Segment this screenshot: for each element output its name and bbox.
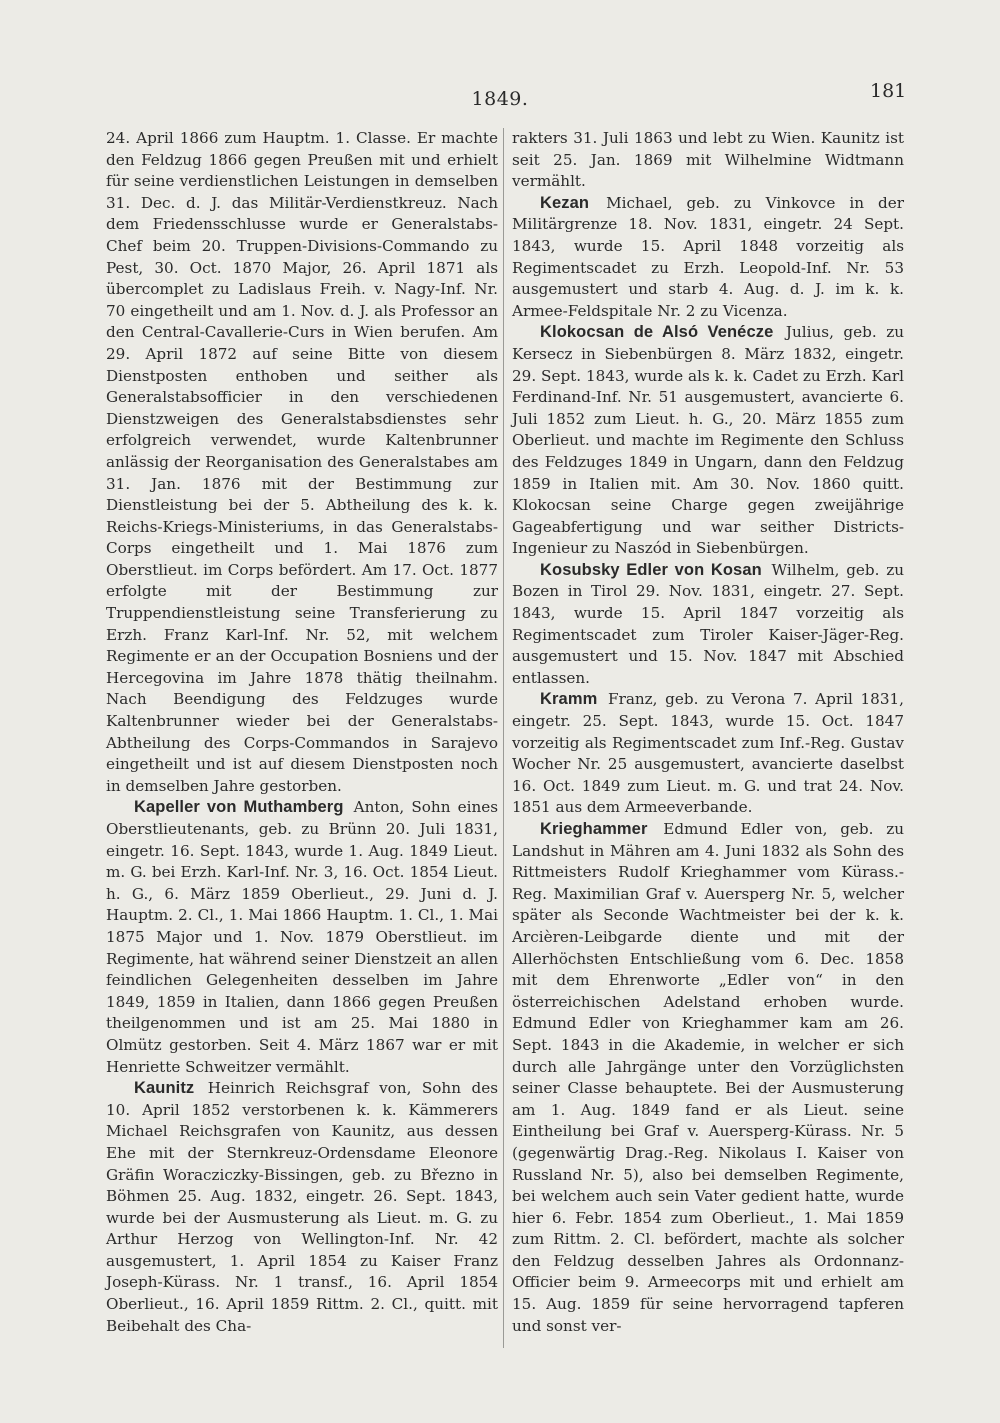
entry-name: Kramm [540,690,598,709]
entry-text: Franz, geb. zu Verona 7. April 1831, eingetr. 25. Sept. 1843, wurde 15. Oct. 1847 vorzeitig als Regimentscadet zum Inf.-Reg. Gustav Wocher Nr. 25 ausgemustert, avancierte daselbst 16. Oct. 1849 zum Lieut. m. G. und trat 24. Nov. 1851 aus dem Armeeverbande. [512,690,904,817]
entry-kapeller [106,797,498,1078]
entry-kezan [512,193,904,323]
entry-text: Anton, Sohn eines Oberstlieutenants, geb. zu Brünn 20. Juli 1831, eingetr. 16. Sept. 1843, wurde 1. Aug. 1849 Lieut. m. G. bei Erzh. Karl-Inf. Nr. 3, 16. Oct. 1854 Lieut. h. G., 6. März 1859 Oberlieut., 29. Juni d. J. Hauptm. 2. Cl., 1. Mai 1866 Hauptm. 1. Cl., 1. Mai 1875 Major und 1. Nov. 1879 Oberstlieut. im Regimente, hat während seiner Dienstzeit an allen feindlichen Gelegenheiten desselben im Jahre 1849, 1859 in Italien, dann 1866 gegen Preußen theilgenommen und ist am 25. Mai 1880 in Olmütz gestorben. Seit 4. März 1867 war er mit Henriette Schweitzer vermählt. [106,798,499,1076]
entry-text: Michael, geb. zu Vinkovce in der Militärgrenze 18. Nov. 1831, eingetr. 24 Sept. 1843, wurde 15. April 1848 vorzeitig als Regimentscadet zu Erzh. Leopold-Inf. Nr. 53 ausgemustert und starb 4. Aug. d. J. im k. k. Armee-Feldspitale Nr. 2 zu Vicenza. [512,193,904,320]
left-column [106,128,498,1337]
right-column [512,128,904,1337]
page-number: 181 [870,80,907,102]
page-header [0,80,1000,120]
entry-text: Julius, geb. zu Kersecz in Siebenbürgen 8. März 1832, eingetr. 29. Sept. 1843, wurde als k. k. Cadet zu Erzh. Karl Ferdinand-Inf. Nr. 51 ausgemustert, avancierte 6. Juli 1852 zum Lieut. h. G., 20. März 1855 zum Oberlieut. und machte im Regimente den Schluss des Feldzuges 1849 in Ungarn, dann den Feldzug 1859 in Italien mit. Am 30. Nov. 1860 quitt. Klokocsan seine Charge gegen zweijährige Gageabfertigung und war seither Districts-Ingenieur zu Naszód in Siebenbürgen. [512,323,905,558]
entry-name: Kosubsky Edler von Kosan [540,560,762,579]
entry-kosubsky [512,560,904,690]
continuation-paragraph: rakters 31. Juli 1863 und lebt zu Wien. Kaunitz ist seit 25. Jan. 1869 mit Wilhelmine Widtmann vermählt. [512,129,904,191]
continuation-paragraph: 24. April 1866 zum Hauptm. 1. Classe. Er machte den Feldzug 1866 gegen Preußen mit und erhielt für seine verdienstlichen Leistungen in demselben 31. Dec. d. J. das Militär-Verdienstkreuz. Nach dem Friedensschlusse wurde er Generalstabs-Chef beim 20. Truppen-Divisions-Commando zu Pest, 30. Oct. 1870 Major, 26. April 1871 als übercomplet zu Ladislaus Freih. v. Nagy-Inf. Nr. 70 eingetheilt und am 1. Nov. d. J. als Professor an den Central-Cavallerie-Curs in Wien berufen. Am 29. April 1872 auf seine Bitte von diesem Dienstposten enthoben und seither als Generalstabsofficier in den verschiedenen Dienstzweigen des Generalstabsdienstes sehr erfolgreich verwendet, wurde Kaltenbrunner anlässig der Reorganisation des Generalstabes am 31. Jan. 1876 mit der Bestimmung zur Dienstleistung bei der 5. Abtheilung des k. k. Reichs-Kriegs-Ministeriums, in das Generalstabs-Corps eingetheilt und 1. Mai 1876 zum Oberstlieut. im Corps befördert. Am 17. Oct. 1877 erfolgte mit der Bestimmung zur Truppendienstleistung seine Transferierung zu Erzh. Franz Karl-Inf. Nr. 52, mit welchem Regimente er an der Occupation Bosniens und der Hercegovina im Jahre 1878 thätig theilnahm. Nach Beendigung des Feldzuges wurde Kaltenbrunner wieder bei der Generalstabs-Abtheilung des Corps-Commandos in Sarajevo eingetheilt und ist auf diesem Dienstposten noch in demselben Jahre gestorben. [106,129,498,795]
entry-text: Edmund Edler von, geb. zu Landshut in Mähren am 4. Juni 1832 als Sohn des Rittmeisters Rudolf Krieghammer vom Kürass.-Reg. Maximilian Graf v. Auersperg Nr. 5, welcher später als Seconde Wachtmeister bei der k. k. Arcièren-Leibgarde diente und mit der Allerhöchsten Entschließung vom 6. Dec. 1858 mit dem Ehrenworte „Edler von“ in den österreichischen Adelstand erhoben wurde. Edmund Edler von Krieghammer kam am 26. Sept. 1843 in die Akademie, in welcher er sich durch alle Jahrgänge unter den Vorzüglichsten seiner Classe behauptete. Bei der Ausmusterung am 1. Aug. 1849 fand er als Lieut. seine Eintheilung bei Graf v. Auersperg-Kürass. Nr. 5 (gegenwärtig Drag.-Reg. Nikolaus I. Kaiser von Russland Nr. 5), also bei demselben Regimente, bei welchem auch sein Vater gedient hatte, wurde hier 6. Febr. 1854 zum Oberlieut., 1. Mai 1859 zum Rittm. 2. Cl. befördert, machte als solcher den Feldzug desselben Jahres als Ordonnanz-Officier beim 9. Armeecorps mit und erhielt am 15. Aug. 1859 für seine hervorragend tapferen und sonst ver- [512,820,904,1335]
entry-klokocsan [512,322,904,560]
entry-name: Krieghammer [540,820,648,838]
column-divider [503,128,504,1348]
entry-kramm [512,689,904,819]
entry-name: Klokocsan de Alsó Venécze [540,323,774,342]
entry-kaunitz [106,1078,498,1337]
entry-name: Kezan [540,193,590,212]
running-head-year: 1849. [471,88,529,110]
entry-name: Kapeller von Muthamberg [134,798,344,817]
entry-krieghammer [512,819,904,1337]
entry-name: Kaunitz [134,1079,195,1098]
entry-text: Heinrich Reichsgraf von, Sohn des 10. April 1852 verstorbenen k. k. Kämmerers Michael Reichsgrafen von Kaunitz, aus dessen Ehe mit der Sternkreuz-Ordensdame Eleonore Gräfin Woracziczky-Bissingen, geb. zu Březno in Böhmen 25. Aug. 1832, eingetr. 26. Sept. 1843, wurde bei der Ausmusterung als Lieut. m. G. zu Arthur Herzog von Wellington-Inf. Nr. 42 ausgemustert, 1. April 1854 zu Kaiser Franz Joseph-Kürass. Nr. 1 transf., 16. April 1854 Oberlieut., 16. April 1859 Rittm. 2. Cl., quitt. mit Beibehalt des Cha- [106,1079,498,1335]
entry-text: Wilhelm, geb. zu Bozen in Tirol 29. Nov. 1831, eingetr. 27. Sept. 1843, wurde 15. April 1847 vorzeitig als Regimentscadet zum Tiroler Kaiser-Jäger-Reg. ausgemustert und 15. Nov. 1847 mit Abschied entlassen. [512,560,904,687]
